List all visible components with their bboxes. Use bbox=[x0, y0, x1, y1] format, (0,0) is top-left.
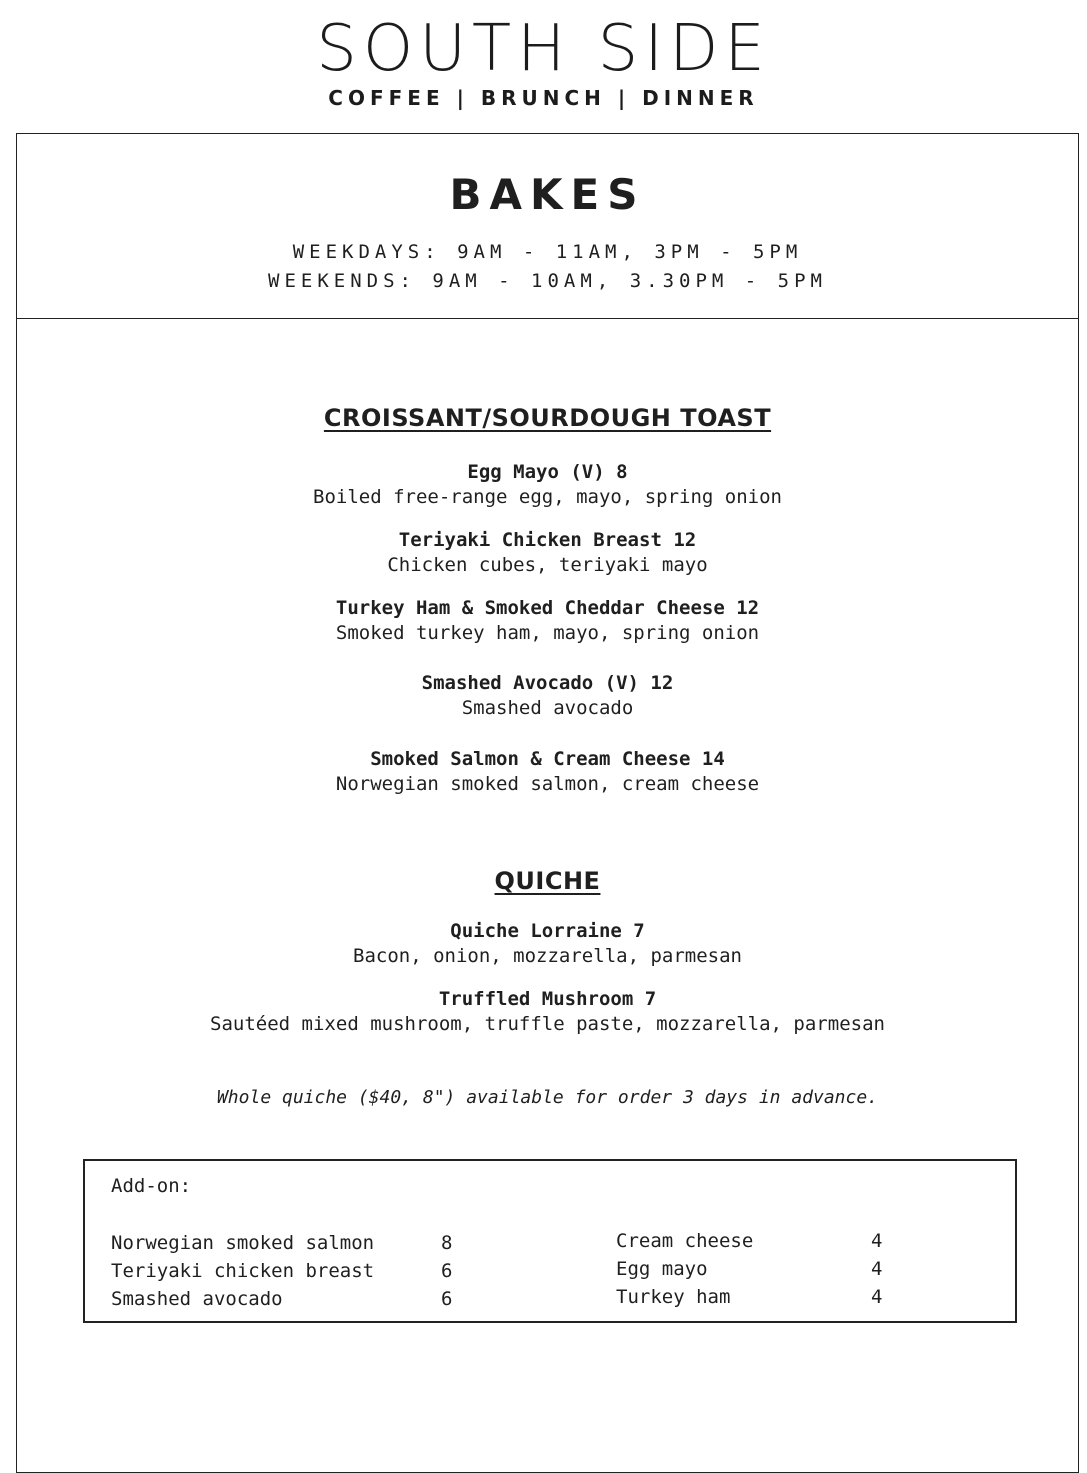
brand-header bbox=[0, 14, 1087, 110]
item-description: Boiled free-range egg, mayo, spring onion bbox=[313, 486, 782, 508]
item-description: Chicken cubes, teriyaki mayo bbox=[387, 554, 708, 576]
item-description: Norwegian smoked salmon, cream cheese bbox=[335, 773, 760, 795]
section-header bbox=[17, 134, 1078, 319]
item-name: Smoked Salmon & Cream Cheese 14 bbox=[370, 748, 725, 770]
item-name: Quiche Lorraine 7 bbox=[450, 920, 645, 942]
menu-item bbox=[17, 671, 1078, 721]
item-name: Turkey Ham & Smoked Cheddar Cheese 12 bbox=[335, 597, 760, 619]
brand-tagline: COFFEE | BRUNCH | DINNER bbox=[328, 86, 759, 110]
addon-price: 4 bbox=[871, 1258, 883, 1280]
addon-row bbox=[616, 1227, 882, 1255]
quiche-order-note: Whole quiche ($40, 8") available for order 3 days in advance. bbox=[216, 1087, 879, 1108]
addon-row bbox=[111, 1257, 452, 1285]
category-toast bbox=[17, 404, 1078, 797]
hours-weekdays: WEEKDAYS: 9AM - 11AM, 3PM - 5PM bbox=[292, 241, 803, 263]
menu-content bbox=[17, 404, 1078, 1108]
section-title: BAKES bbox=[449, 170, 646, 219]
opening-hours bbox=[17, 238, 1078, 296]
addon-name: Cream cheese bbox=[616, 1230, 754, 1252]
item-name: Smashed Avocado (V) 12 bbox=[421, 672, 674, 694]
category-quiche bbox=[17, 867, 1078, 1108]
menu-frame bbox=[16, 133, 1079, 1473]
item-name: Truffled Mushroom 7 bbox=[438, 988, 657, 1010]
addon-price: 6 bbox=[441, 1288, 453, 1310]
addon-name: Turkey ham bbox=[616, 1286, 731, 1308]
addon-list-left bbox=[111, 1229, 452, 1313]
addon-name: Smashed avocado bbox=[111, 1288, 283, 1310]
item-name: Teriyaki Chicken Breast 12 bbox=[398, 529, 697, 551]
addon-price: 6 bbox=[441, 1260, 453, 1282]
addon-name: Norwegian smoked salmon bbox=[111, 1232, 375, 1254]
menu-item bbox=[17, 747, 1078, 797]
menu-item bbox=[17, 460, 1078, 510]
item-description: Smashed avocado bbox=[461, 697, 634, 719]
item-description: Smoked turkey ham, mayo, spring onion bbox=[335, 622, 760, 644]
brand-name: SOUTH SIDE bbox=[316, 12, 771, 86]
item-name: Egg Mayo (V) 8 bbox=[467, 461, 628, 483]
addon-name: Egg mayo bbox=[616, 1258, 708, 1280]
addon-price: 4 bbox=[871, 1286, 883, 1308]
category-title: QUICHE bbox=[494, 867, 601, 895]
addon-title: Add-on: bbox=[111, 1175, 192, 1197]
addon-row bbox=[616, 1283, 882, 1311]
menu-item bbox=[17, 987, 1078, 1037]
item-description: Sautéed mixed mushroom, truffle paste, mozzarella, parmesan bbox=[210, 1013, 885, 1035]
menu-item bbox=[17, 596, 1078, 646]
addon-price: 8 bbox=[441, 1232, 453, 1254]
addon-name: Teriyaki chicken breast bbox=[111, 1260, 375, 1282]
category-title: CROISSANT/SOURDOUGH TOAST bbox=[323, 404, 772, 432]
addon-row bbox=[616, 1255, 882, 1283]
addon-row bbox=[111, 1285, 452, 1313]
addon-box bbox=[83, 1159, 1017, 1323]
addon-row bbox=[111, 1229, 452, 1257]
item-description: Bacon, onion, mozzarella, parmesan bbox=[353, 945, 742, 967]
menu-item bbox=[17, 919, 1078, 969]
menu-item bbox=[17, 528, 1078, 578]
addon-list-right bbox=[616, 1227, 882, 1311]
addon-price: 4 bbox=[871, 1230, 883, 1252]
hours-weekends: WEEKENDS: 9AM - 10AM, 3.30PM - 5PM bbox=[268, 270, 827, 292]
